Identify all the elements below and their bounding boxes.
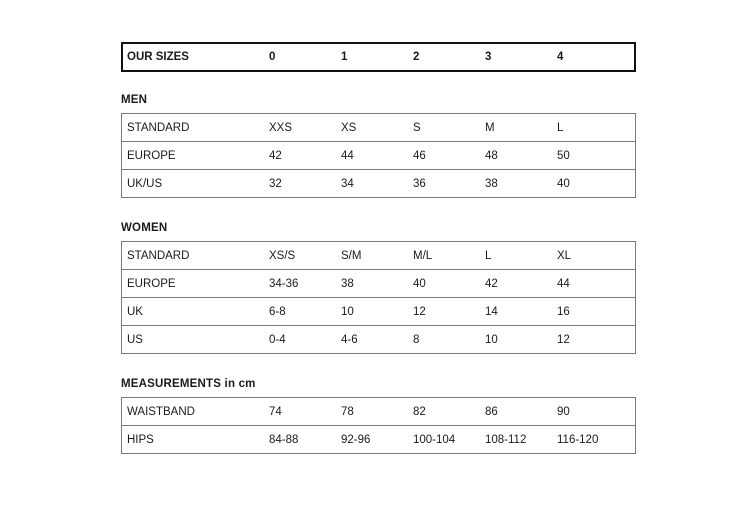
table-cell: L xyxy=(557,121,564,134)
table-cell: 12 xyxy=(413,305,426,318)
table-cell: XL xyxy=(557,249,572,262)
size-4-header: 4 xyxy=(557,51,564,63)
table-cell: 46 xyxy=(413,149,426,162)
size-3-header: 3 xyxy=(485,51,492,63)
table-cell: 14 xyxy=(485,305,498,318)
table-cell: 116-120 xyxy=(557,433,599,446)
table-cell: 34 xyxy=(341,177,354,190)
table-row xyxy=(122,242,635,270)
measurements-table xyxy=(121,397,636,454)
table-cell: M/L xyxy=(413,249,433,262)
table-row xyxy=(122,270,635,298)
men-section-title: MEN xyxy=(121,94,148,106)
table-cell: 42 xyxy=(269,149,282,162)
row-label: UK xyxy=(127,305,143,318)
table-cell: 50 xyxy=(557,149,570,162)
table-cell: 84-88 xyxy=(269,433,299,446)
table-cell: 10 xyxy=(341,305,354,318)
table-row xyxy=(122,142,635,170)
table-cell: 42 xyxy=(485,277,498,290)
table-cell: 90 xyxy=(557,405,570,418)
row-label: STANDARD xyxy=(127,249,190,262)
table-cell: XXS xyxy=(269,121,293,134)
table-cell: XS/S xyxy=(269,249,296,262)
table-cell: 4-6 xyxy=(341,333,358,346)
table-cell: 0-4 xyxy=(269,333,286,346)
table-row xyxy=(122,398,635,426)
table-cell: 38 xyxy=(485,177,498,190)
women-size-table xyxy=(121,241,636,354)
our-sizes-header-row xyxy=(123,44,634,70)
table-cell: 86 xyxy=(485,405,498,418)
row-label: WAISTBAND xyxy=(127,405,195,418)
our-sizes-label: OUR SIZES xyxy=(127,51,189,63)
table-cell: 44 xyxy=(341,149,354,162)
table-cell: 8 xyxy=(413,333,420,346)
table-cell: 38 xyxy=(341,277,354,290)
table-row xyxy=(122,298,635,326)
row-label: EUROPE xyxy=(127,149,176,162)
row-label: US xyxy=(127,333,143,346)
size-0-header: 0 xyxy=(269,51,276,63)
table-cell: S xyxy=(413,121,421,134)
table-cell: 10 xyxy=(485,333,498,346)
table-cell: 92-96 xyxy=(341,433,371,446)
men-size-table xyxy=(121,113,636,198)
table-cell: 100-104 xyxy=(413,433,456,446)
table-cell: 40 xyxy=(413,277,426,290)
row-label: EUROPE xyxy=(127,277,176,290)
table-cell: 48 xyxy=(485,149,498,162)
table-cell: 40 xyxy=(557,177,570,190)
row-label: HIPS xyxy=(127,433,154,446)
size-2-header: 2 xyxy=(413,51,420,63)
our-sizes-header-table xyxy=(121,42,636,72)
table-cell: 12 xyxy=(557,333,570,346)
table-cell: 74 xyxy=(269,405,282,418)
table-row xyxy=(122,326,635,354)
table-cell: 36 xyxy=(413,177,426,190)
table-cell: 108-112 xyxy=(485,433,527,446)
table-cell: 32 xyxy=(269,177,282,190)
table-cell: 78 xyxy=(341,405,354,418)
table-row xyxy=(122,170,635,198)
table-cell: 6-8 xyxy=(269,305,286,318)
measurements-section-title: MEASUREMENTS in cm xyxy=(121,378,256,390)
row-label: UK/US xyxy=(127,177,163,190)
table-cell: 16 xyxy=(557,305,570,318)
table-cell: XS xyxy=(341,121,357,134)
table-cell: M xyxy=(485,121,495,134)
table-cell: S/M xyxy=(341,249,362,262)
row-label: STANDARD xyxy=(127,121,190,134)
size-1-header: 1 xyxy=(341,51,348,63)
women-section-title: WOMEN xyxy=(121,222,168,234)
table-cell: L xyxy=(485,249,492,262)
table-cell: 44 xyxy=(557,277,570,290)
table-row xyxy=(122,426,635,454)
table-row xyxy=(122,114,635,142)
table-cell: 34-36 xyxy=(269,277,299,290)
table-cell: 82 xyxy=(413,405,426,418)
